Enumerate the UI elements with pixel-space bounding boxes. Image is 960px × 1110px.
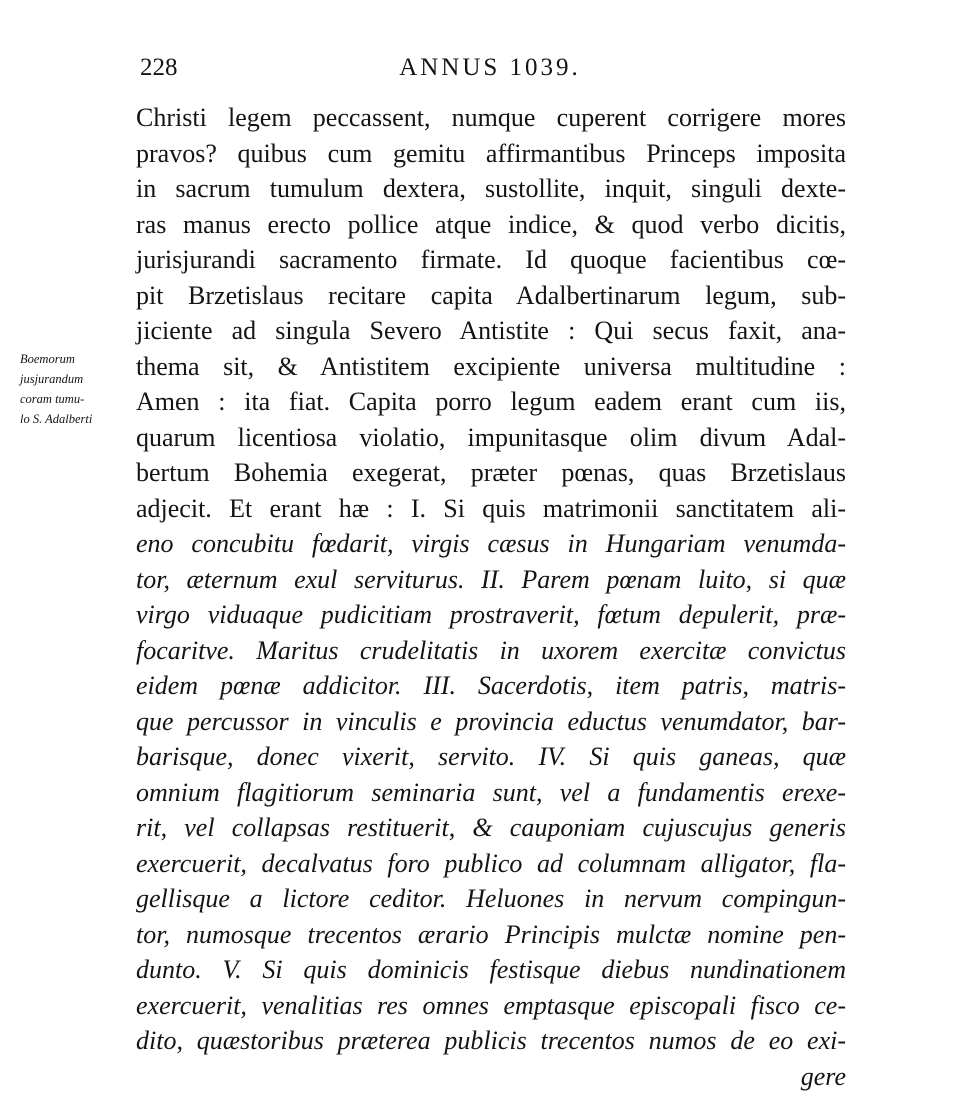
text-line: Christi legem peccassent, numque cuperent corrigere mores [136,103,846,132]
margin-note-line: coram tumu- [20,392,85,406]
text-line: dunto. V. Si quis dominicis festisque diebus nundinationem [136,955,846,984]
text-line: dito, quæstoribus præterea publicis trecentos numos de eo exi- [136,1026,846,1055]
text-line: eidem pœnæ addicitor. III. Sacerdotis, item patris, matris- [136,671,846,700]
margin-note-line: jusjurandum [20,372,84,386]
margin-note-line: Boemorum [20,352,75,366]
text-line: gellisque a lictore ceditor. Heluones in nervum compingun- [136,884,846,913]
text-line: thema sit, & Antistitem excipiente universa multitudine : [136,351,846,381]
body-text [136,100,846,1094]
text-line: tor, æternum exul serviturus. II. Parem pœnam luito, si quæ [136,564,846,594]
text-line: bertum Bohemia exegerat, præter pœnas, quas Brzetislaus [136,458,846,487]
text-line: ras manus erecto pollice atque indice, & quod verbo dicitis, [136,209,846,239]
text-line: quarum licentiosa violatio, impunitasque olim divum Adal- [136,422,846,452]
margin-note-line: lo S. Adalberti [20,412,93,426]
margin-note [20,349,132,429]
running-title: ANNUS 1039. [399,54,581,81]
text-line: tor, numosque trecentos ærario Principis mulctæ nomine pen- [136,919,846,949]
text-line: virgo viduaque pudicitiam prostraverit, fœtum depulerit, præ- [136,600,846,629]
text-line: in sacrum tumulum dextera, sustollite, inquit, singuli dexte- [136,174,846,203]
page-header [140,54,840,94]
text-line: rit, vel collapsas restituerit, & cauponiam cujuscujus generis [136,813,846,842]
text-line: omnium flagitiorum seminaria sunt, vel a fundamentis erexe- [136,777,846,807]
text-line: pravos? quibus cum gemitu affirmantibus Princeps imposita [136,138,846,168]
text-line: exercuerit, decalvatus foro publico ad columnam alligator, fla- [136,848,846,878]
text-line: focaritve. Maritus crudelitatis in uxorem exercitæ convictus [136,635,846,665]
text-line: adjecit. Et erant hæ : I. Si quis matrimonii sanctitatem ali- [136,493,846,523]
text-line: exercuerit, venalitias res omnes emptasque episcopali fisco ce- [136,990,846,1020]
text-line: jiciente ad singula Severo Antistite : Qui secus faxit, ana- [136,316,846,345]
catchword: gere [800,1061,846,1091]
text-line: eno concubitu fœdarit, virgis cæsus in Hungariam venumda- [136,529,846,558]
text-line: jurisjurandi sacramento firmate. Id quoque facientibus cœ- [136,245,846,274]
page-number: 228 [140,54,178,81]
text-line: Amen : ita fiat. Capita porro legum eadem erant cum iis, [136,387,846,416]
text-line: que percussor in vinculis e provincia eductus venumdator, bar- [136,706,846,736]
text-line: pit Brzetislaus recitare capita Adalbertinarum legum, sub- [136,280,846,310]
text-line: barisque, donec vixerit, servito. IV. Si quis ganeas, quæ [136,742,846,771]
